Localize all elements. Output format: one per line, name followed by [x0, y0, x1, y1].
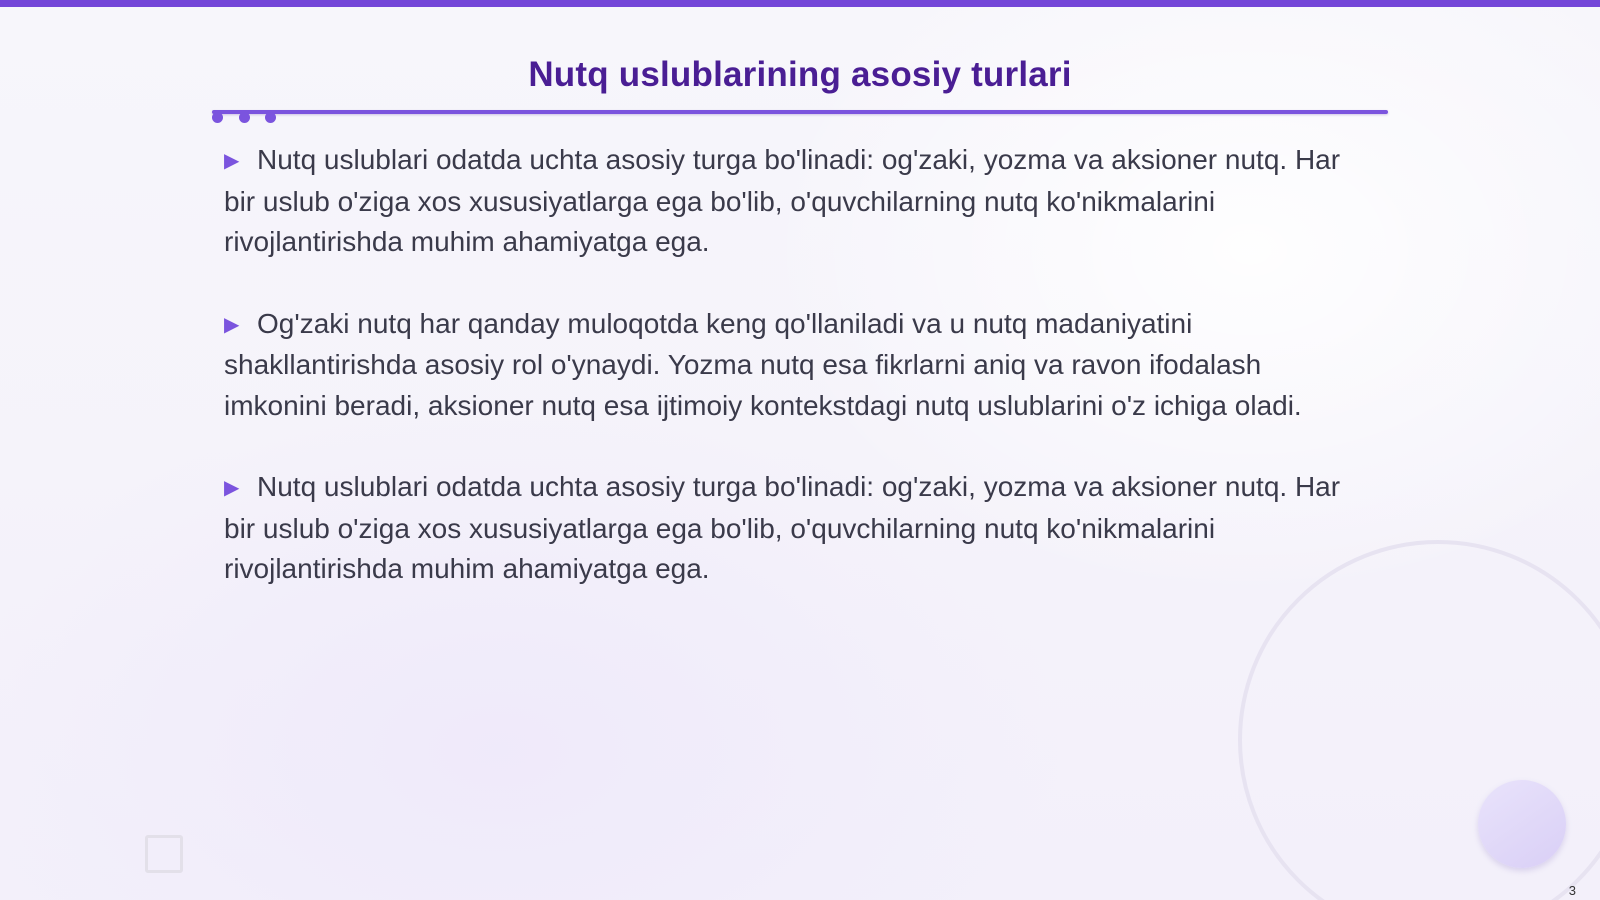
- triangle-bullet-icon: ▶: [224, 477, 240, 499]
- decor-circle: [1478, 780, 1566, 868]
- bullet-paragraph: [224, 467, 1354, 590]
- paragraph-text: Og'zaki nutq har qanday muloqotda keng qo'llaniladi va u nutq madaniyatini shakllantirishda asosiy rol o'ynaydi. Yozma nutq esa fikrlarni aniq va ravon ifodalash imkonini beradi, aksioner nutq esa ijtimoiy kontekstdagi nutq uslublarini o'z ichiga oladi.: [224, 307, 1302, 421]
- slide-title: Nutq uslublarining asosiy turlari: [528, 55, 1072, 94]
- title-underline: [212, 110, 1388, 114]
- decor-square: [145, 835, 183, 873]
- paragraph-text: Nutq uslublari odatda uchta asosiy turga bo'linadi: og'zaki, yozma va aksioner nutq. Har bir uslub o'ziga xos xususiyatlarga ega bo'lib, o'quvchilarning nutq ko'nikmalarini rivojlantirishda muhim ahamiyatga ega.: [224, 471, 1341, 584]
- triangle-bullet-icon: ▶: [224, 313, 240, 336]
- decor-dot: [212, 112, 223, 123]
- decor-dot: [265, 112, 276, 123]
- paragraph-text: Nutq uslublari odatda uchta asosiy turga bo'linadi: og'zaki, yozma va aksioner nutq. Har bir uslub o'ziga xos xususiyatlarga ega bo'lib, o'quvchilarning nutq ko'nikmalarini rivojlantirishda muhim ahamiyatga ega.: [224, 144, 1341, 257]
- triangle-bullet-icon: ▶: [224, 150, 240, 172]
- page-number: 3: [1568, 883, 1576, 898]
- decor-dot: [239, 112, 250, 123]
- bullet-paragraph: [224, 304, 1354, 427]
- bullet-paragraph: [224, 140, 1354, 263]
- top-accent-bar: [0, 0, 1600, 7]
- slide-body: [224, 140, 1354, 631]
